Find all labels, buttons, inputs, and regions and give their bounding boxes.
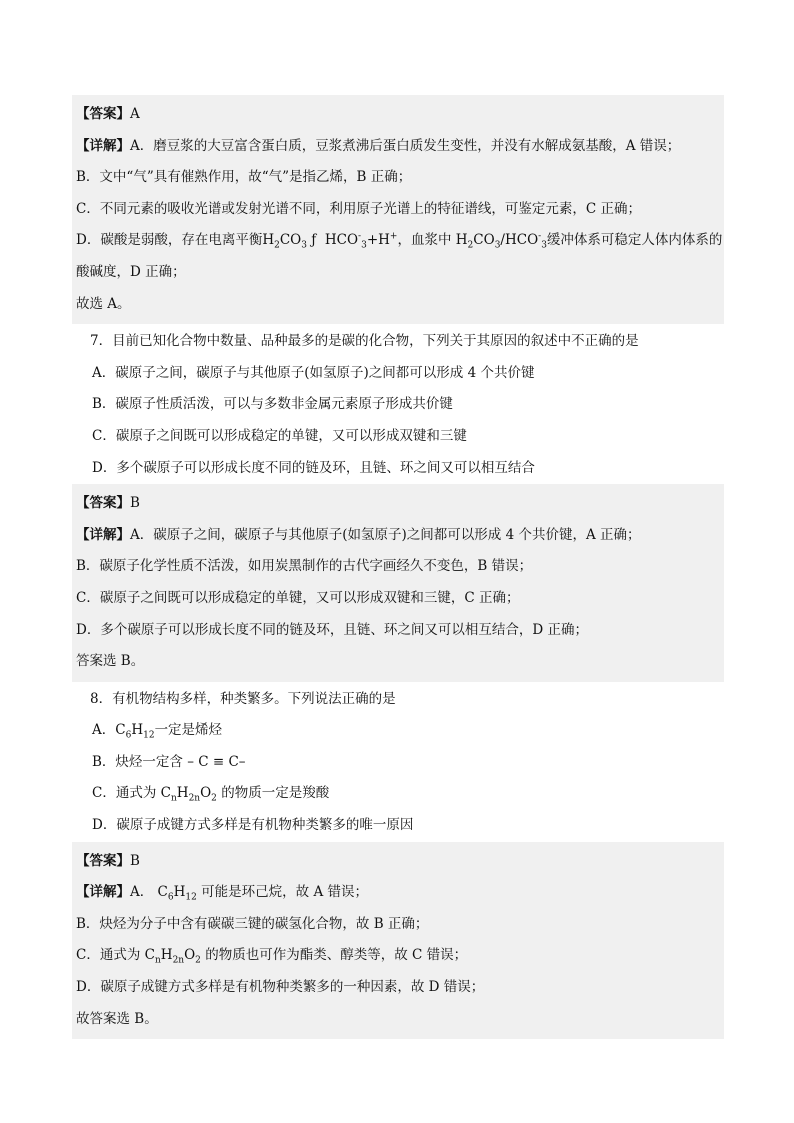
detail-label: 【详解】: [76, 137, 130, 154]
answer-value: A: [130, 106, 140, 122]
q6-answer-block: [72, 95, 724, 324]
q7-conclusion: 答案选 B。: [76, 653, 145, 670]
answer-label: 【答案】: [76, 106, 130, 122]
q7-answer-line: 【答案】B: [76, 495, 140, 512]
q6-detail-d-cont: 酸碱度，D 正确；: [76, 263, 186, 280]
q7-detail-d: D．多个碳原子可以形成长度不同的链及环，且链、环之间又可以相互结合，D 正确；: [76, 621, 588, 638]
document-page: [72, 95, 724, 1039]
q7-detail-c: C．碳原子之间既可以形成稳定的单键，又可以形成双键和三键，C 正确；: [76, 589, 520, 606]
q7-option-c: C．碳原子之间既可以形成稳定的单键，又可以形成双键和三键: [92, 427, 467, 444]
q7-answer-block: [72, 484, 724, 682]
q7-option-d: D．多个碳原子可以形成长度不同的链及环，且链、环之间又可以相互结合: [92, 459, 535, 476]
q8-option-b: B．炔烃一定含 – C ≡ C–: [92, 753, 246, 770]
q6-detail-c: C．不同元素的吸收光谱或发射光谱不同，利用原子光谱上的特征谱线，可鉴定元素，C 正确；: [76, 200, 641, 217]
q8-detail-c: C．通式为 $C_nH_{2n}O_2$ 的物质也可作为酯类、醇类等，故 C 错误；: [76, 947, 468, 967]
q6-detail-b: B．文中“气”具有催熟作用，故“气”是指乙烯，B 正确；: [76, 169, 412, 186]
q8-conclusion: 故答案选 B。: [76, 1010, 158, 1027]
q8-option-c: C．通式为 $C_nH_{2n}O_2$ 的物质一定是羧酸: [92, 785, 330, 805]
q6-conclusion: 故选 A。: [76, 295, 131, 312]
q7-option-a: A．碳原子之间，碳原子与其他原子(如氢原子)之间都可以形成 4 个共价键: [92, 364, 535, 381]
q8-detail-a: 【详解】A． $C_6H_{12}$ 可能是环己烷，故 A 错误；: [76, 884, 368, 903]
q7-option-b: B．碳原子性质活泼，可以与多数非金属元素原子形成共价键: [92, 396, 453, 413]
q8-answer-line: 【答案】B: [76, 852, 140, 869]
q7-detail-a: 【详解】A．碳原子之间，碳原子与其他原子(如氢原子)之间都可以形成 4 个共价键，A 正确；: [76, 526, 641, 543]
q8-option-d: D．碳原子成键方式多样是有机物种类繁多的唯一原因: [92, 817, 414, 834]
q8-answer-block: [72, 842, 724, 1040]
q8-stem: 8．有机物结构多样，种类繁多。下列说法正确的是: [90, 690, 396, 707]
q7-stem: 7．目前已知化合物中数量、品种最多的是碳的化合物，下列关于其原因的叙述中不正确的是: [90, 333, 639, 350]
q6-detail-d: D．碳酸是弱酸，存在电离平衡$H_2CO_3$ ƒ $HCO^-_3+H^+$，血浆中 $H_2CO_3/HCO^-_3$缓冲体系可稳定人体内体系的: [76, 231, 723, 252]
q6-answer-line: [72, 99, 724, 131]
q8-detail-b: B．炔烃为分子中含有碳碳三键的碳氢化合物，故 B 正确；: [76, 915, 429, 932]
q8-option-a: A．$C_6H_{12}$一定是烯烃: [92, 722, 223, 741]
q8-detail-d: D．碳原子成键方式多样是有机物种类繁多的一种因素，故 D 错误；: [76, 979, 485, 996]
q7-detail-b: B．碳原子化学性质不活泼，如用炭黑制作的古代字画经久不变色，B 错误；: [76, 558, 533, 575]
q6-detail-a: 【详解】A．磨豆浆的大豆富含蛋白质，豆浆煮沸后蛋白质发生变性，并没有水解成氨基酸，A 错误；: [76, 137, 681, 154]
